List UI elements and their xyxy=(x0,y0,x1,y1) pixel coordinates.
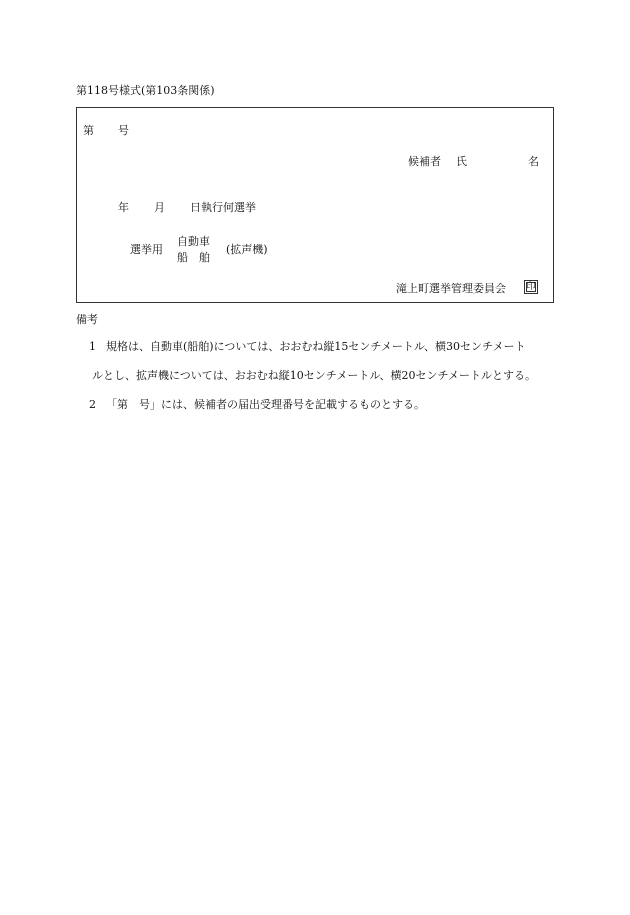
form-title: 第118号様式(第103条関係) xyxy=(76,84,215,97)
number-prefix: 第 xyxy=(83,124,94,137)
name-label-1: 氏 xyxy=(456,155,467,168)
candidate-label: 候補者 xyxy=(408,155,441,168)
form-box xyxy=(76,107,554,303)
election-use-label: 選挙用 xyxy=(130,243,163,256)
notes-heading: 備考 xyxy=(76,313,98,326)
note-2-line-1: 「第 号」には、候補者の届出受理番号を記載するものとする。 xyxy=(106,398,425,411)
vehicle-option-car: 自動車 xyxy=(177,235,210,248)
number-suffix: 号 xyxy=(118,124,129,137)
loudspeaker-label: (拡声機) xyxy=(226,243,268,256)
month-label: 月 xyxy=(154,201,165,214)
year-label: 年 xyxy=(118,201,129,214)
vehicle-option-ship: 船 舶 xyxy=(177,251,210,264)
note-1-line-2: ルとし、拡声機については、おおむね縦10センチメートル、横20センチメートルとする。 xyxy=(92,369,537,382)
name-label-2: 名 xyxy=(528,155,539,168)
committee-label: 滝上町選挙管理委員会 xyxy=(396,282,506,295)
election-label: 日執行何選挙 xyxy=(190,201,256,214)
seal-stamp xyxy=(524,280,538,294)
note-1-line-1: 規格は、自動車(船舶)については、おおむね縦15センチメートル、横30センチメート xyxy=(106,340,526,353)
note-1-number: 1 xyxy=(89,340,96,353)
seal-label: 印 xyxy=(526,281,536,292)
note-2-number: 2 xyxy=(89,398,96,411)
